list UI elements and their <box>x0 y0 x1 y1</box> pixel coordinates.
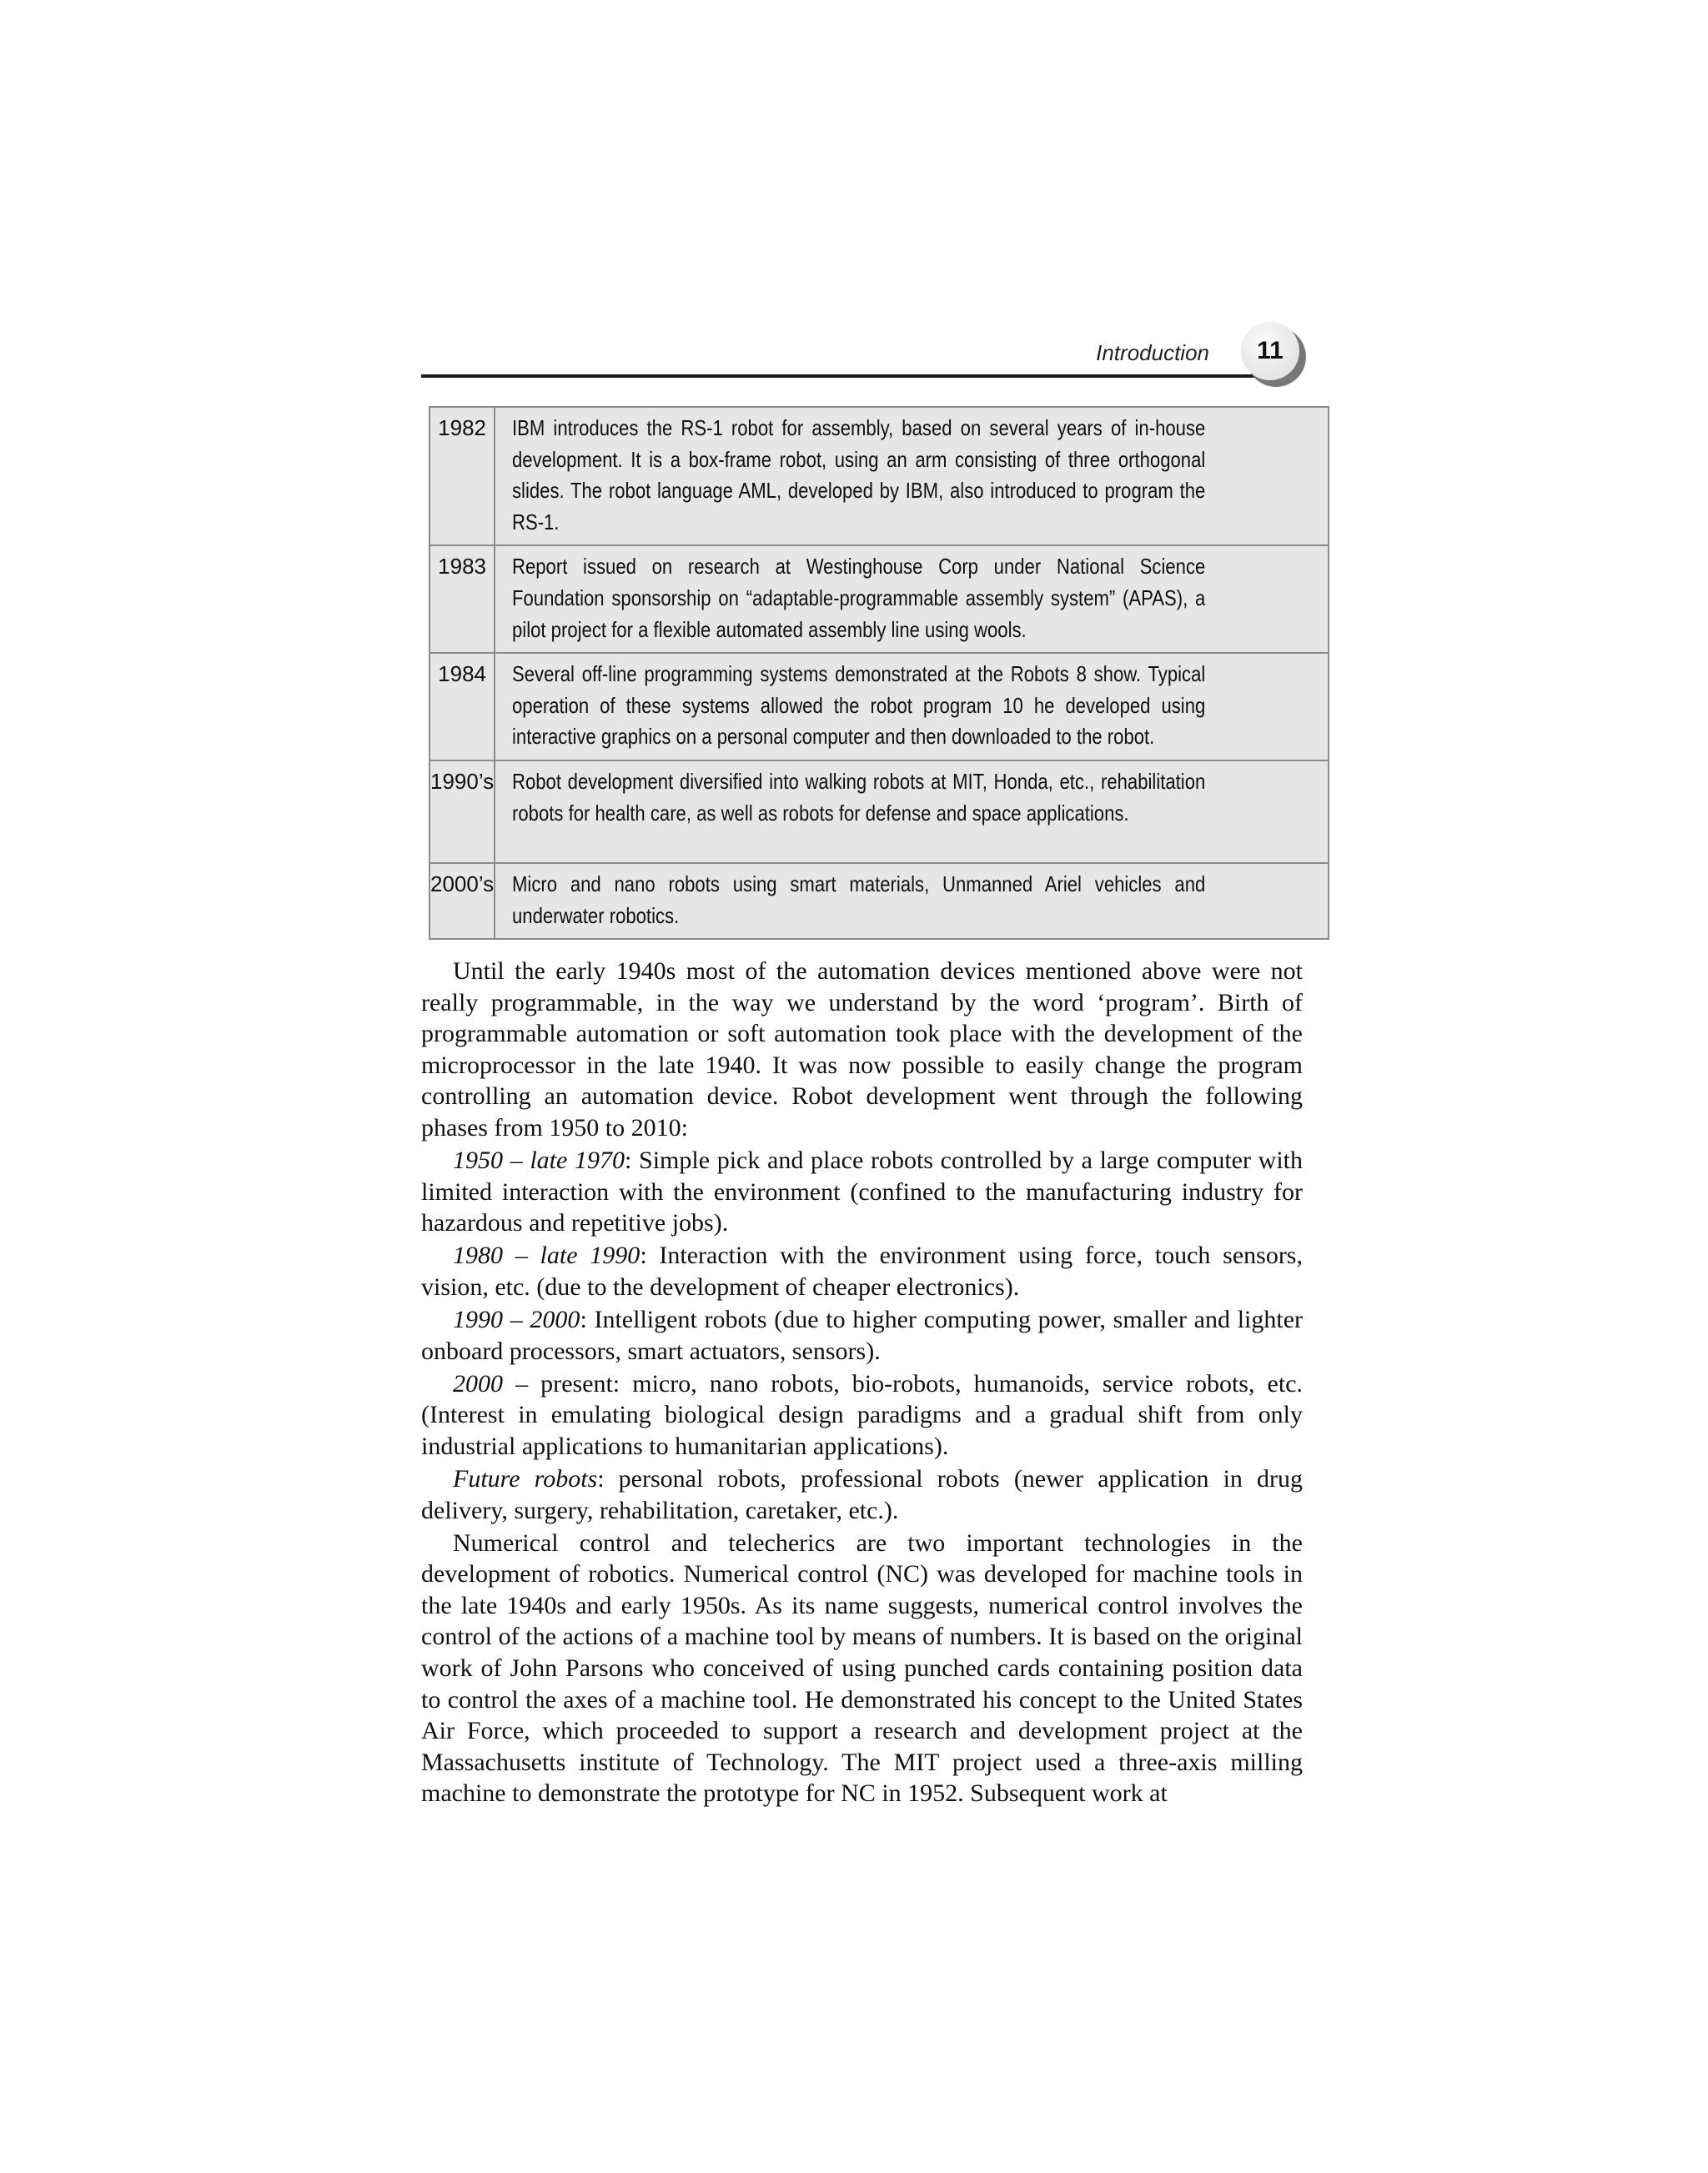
table-row <box>430 407 1329 545</box>
body-text <box>421 956 1303 1811</box>
phase-paragraph <box>421 1463 1303 1526</box>
phase-text: : Intelligent robots (due to higher computing power, smaller and lighter onboard processors, smart actuators, sensors). <box>421 1306 1304 1365</box>
phase-text: : Interaction with the environment using force, touch sensors, vision, etc. (due to the development of cheaper electronics). <box>421 1242 1303 1301</box>
phase-term: 1980 – late 1990 <box>453 1242 640 1270</box>
description-text: IBM introduces the RS-1 robot for assembly, based on several years of in-house development. It is a box-frame robot, using an arm consisting of three orthogonal slides. The robot language AML, developed by IBM, also introduced to program the RS-1. <box>512 415 1206 534</box>
description-cell <box>495 863 1329 939</box>
description-text: Robot development diversified into walking robots at MIT, Honda, etc., rehabilitation robots for health care, as well as robots for defense and space applications. <box>512 768 1206 826</box>
description-cell <box>495 760 1329 863</box>
phase-paragraph <box>421 1240 1303 1302</box>
header-rule <box>421 374 1272 378</box>
description-cell <box>495 407 1329 545</box>
phase-term: 2000 – <box>453 1369 529 1398</box>
phase-term: 1950 – late 1970 <box>453 1147 625 1175</box>
table-row <box>430 760 1329 863</box>
table-row <box>430 545 1329 653</box>
description-cell <box>495 653 1329 760</box>
phase-text: : Simple pick and place robots controlled by a large computer with limited interaction with the environment (confined to the manufacturing industry for hazardous and repetitive jobs). <box>421 1147 1303 1237</box>
description-text: Report issued on research at Westinghouse Corp under National Science Foundation sponsorship on “adaptable-programmable assembly system” (APAS), a pilot project for a flexible automated assembly line using wools. <box>512 554 1206 642</box>
phase-text: present: micro, nano robots, bio-robots, humanoids, service robots, etc. (Interest in emulating biological design paradigms and a gradual shift from only industrial applications to humanitarian applications). <box>421 1369 1304 1460</box>
year-cell: 2000’s <box>430 863 495 939</box>
year-cell: 1983 <box>430 545 495 653</box>
phase-term: Future robots <box>453 1465 598 1493</box>
table-row <box>430 653 1329 760</box>
robotics-timeline-table <box>429 406 1329 940</box>
description-text: Micro and nano robots using smart materials, Unmanned Ariel vehicles and underwater robotics. <box>512 871 1206 928</box>
phase-paragraph <box>421 1145 1303 1239</box>
year-cell: 1984 <box>430 653 495 760</box>
paragraph: Numerical control and telecherics are two important technologies in the development of robotics. Numerical control (NC) was developed for machine tools in the late 1940s and early 1950s. As its name suggests, numerical control involves the control of the actions of a machine tool by means of numbers. It is based on the original work of John Parsons who conceived of using punched cards containing position data to control the axes of a machine tool. He demonstrated his concept to the United States Air Force, which proceeded to support a research and development project at the Massachusetts institute of Technology. The MIT project used a three-axis milling machine to demonstrate the prototype for NC in 1952. Subsequent work at <box>421 1528 1303 1808</box>
year-cell: 1982 <box>430 407 495 545</box>
page-number: 11 <box>1241 322 1299 380</box>
phase-term: 1990 – 2000 <box>453 1306 580 1334</box>
phase-paragraph <box>421 1304 1303 1367</box>
table-row <box>430 863 1329 939</box>
running-header-section: Introduction <box>1096 340 1209 365</box>
phase-text: : personal robots, professional robots (newer application in drug delivery, surgery, rehabilitation, caretaker, etc.). <box>421 1465 1304 1524</box>
description-text: Several off-line programming systems demonstrated at the Robots 8 show. Typical operation of these systems allowed the robot program 10 he developed using interactive graphics on a personal computer and then downloaded to the robot. <box>512 661 1206 750</box>
paragraph: Until the early 1940s most of the automation devices mentioned above were not really programmable, in the way we understand by the word ‘program’. Birth of programmable automation or soft automation took place with the development of the microprocessor in the late 1940. It was now possible to easily change the program controlling an automation device. Robot development went through the following phases from 1950 to 2010: <box>421 957 1303 1142</box>
phase-paragraph <box>421 1368 1303 1463</box>
description-cell <box>495 545 1329 653</box>
year-cell: 1990’s <box>430 760 495 863</box>
